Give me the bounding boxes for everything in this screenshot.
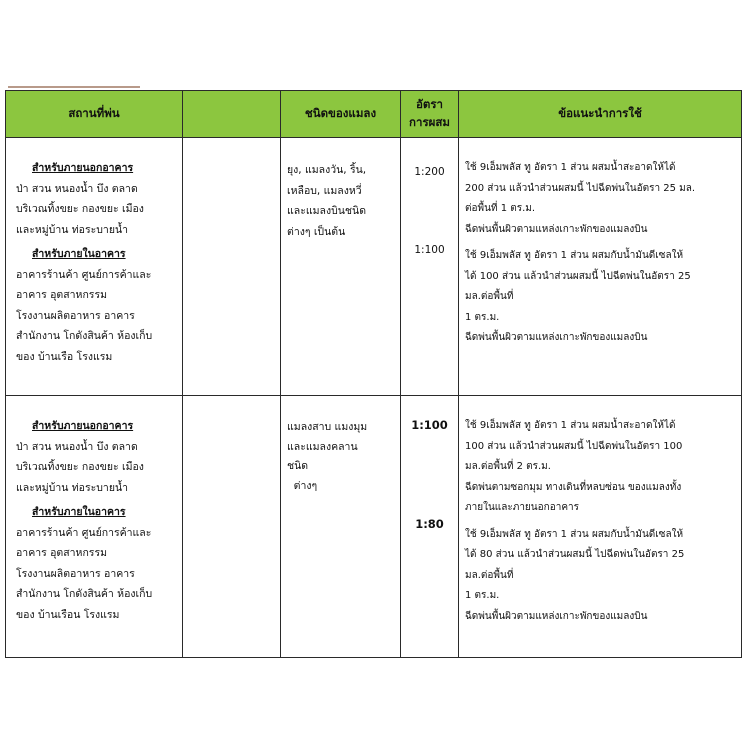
advice-line: ฉีดพ่นตามซอกมุม ทางเดินที่หลบซ่อน ของแมลงทั้ง — [465, 481, 682, 493]
advice-line: ได้ 80 ส่วน แล้วนำส่วนผสมนี้ ไปฉีดพ่นในอัตรา 25 — [465, 549, 685, 560]
advice-line: 1 ตร.ม. — [465, 311, 500, 323]
blank-cell — [183, 396, 281, 658]
location-line: และหมู่บ้าน ท่อระบายน้ำ — [16, 223, 129, 236]
location-line: อาคารร้านค้า ศูนย์การค้าและ — [16, 268, 152, 281]
outdoor-heading: สำหรับภายนอกอาคาร — [32, 162, 134, 174]
rate-cell — [401, 396, 459, 658]
advice-line: ต่อพื้นที่ 1 ตร.ม. — [465, 203, 536, 214]
advice-line: ฉีดพ่นพื้นผิวตามแหล่งเกาะพักของแมลงบิน — [465, 332, 648, 343]
pest-line: แมลงสาบ แมงมุม — [287, 421, 368, 433]
advice-cell — [459, 138, 742, 396]
rate-value: 1:80 — [415, 517, 444, 531]
header-advice: ข้อแนะนำการใช้ — [459, 91, 742, 138]
location-line: สำนักงาน โกดังสินค้า ห้องเก็บ — [16, 588, 153, 600]
indoor-heading: สำหรับภายในอาคาร — [32, 248, 126, 260]
header-rate-line2: การผสม — [409, 115, 450, 129]
blank-cell — [183, 138, 281, 396]
location-line: ป่า สวน หนองน้ำ บึง ตลาด — [16, 182, 138, 195]
advice-line: มล.ต่อพื้นที่ 2 ตร.ม. — [465, 461, 551, 472]
pest-line: ต่างๆ — [287, 479, 318, 492]
location-line: โรงงานผลิตอาหาร อาคาร — [16, 309, 135, 322]
table-row — [6, 396, 742, 658]
advice-line: มล.ต่อพื้นที่ — [465, 291, 514, 302]
header-pest-type: ชนิดของแมลง — [281, 91, 401, 138]
location-line: ของ บ้านเรือน โรงแรม — [16, 608, 120, 621]
advice-line: มล.ต่อพื้นที่ — [465, 569, 514, 581]
advice-line: ภายในและภายนอกอาคาร — [465, 502, 579, 513]
pest-line: เหลือบ, แมลงหวี่ — [287, 184, 362, 197]
location-line: บริเวณทิ้งขยะ กองขยะ เมือง — [16, 203, 144, 215]
location-line: สำนักงาน โกดังสินค้า ห้องเก็บ — [16, 330, 153, 342]
usage-table — [5, 90, 742, 658]
location-cell — [6, 396, 183, 658]
rate-value: 1:100 — [411, 418, 448, 432]
location-line: บริเวณทิ้งขยะ กองขยะ เมือง — [16, 461, 144, 473]
rate-cell — [401, 138, 459, 396]
advice-line: 100 ส่วน แล้วนำส่วนผสมนี้ ไปฉีดพ่นในอัตรา 100 — [465, 440, 683, 452]
header-rate-line1: อัตรา — [415, 97, 443, 111]
advice-line: 200 ส่วน แล้วนำส่วนผสมนี้ ไปฉีดพ่นในอัตรา 25 มล. — [465, 182, 696, 194]
location-line: โรงงานผลิตอาหาร อาคาร — [16, 567, 135, 580]
pest-cell — [281, 396, 401, 658]
indoor-heading: สำหรับภายในอาคาร — [32, 506, 126, 518]
pest-line: ชนิด — [287, 460, 309, 472]
location-cell — [6, 138, 183, 396]
pest-cell — [281, 138, 401, 396]
rate-value: 1:100 — [414, 244, 445, 256]
location-line: ป่า สวน หนองน้ำ บึง ตลาด — [16, 440, 138, 453]
advice-line: 1 ตร.ม. — [465, 590, 500, 601]
rate-value: 1:200 — [414, 166, 445, 178]
pest-line: ยุง, แมลงวัน, ริ้น, — [287, 164, 367, 176]
table-header-row — [6, 91, 742, 138]
header-location: สถานที่พ่น — [6, 91, 183, 138]
pest-line: และแมลงบินชนิด — [287, 205, 367, 217]
pest-line: และแมลงคลาน — [287, 440, 358, 453]
advice-line: ฉีดพ่นพื้นผิวตามแหล่งเกาะพักของแมลงบิน — [465, 223, 648, 235]
advice-line: ใช้ 9เอ็มพลัส ทู อัตรา 1 ส่วน ผสมกับน้ำมันดีเซลให้ — [465, 250, 684, 261]
pest-line: ต่างๆ เป็นต้น — [287, 225, 346, 238]
table-row — [6, 138, 742, 396]
location-line: อาคาร อุตสาหกรรม — [16, 289, 108, 301]
header-blank — [183, 91, 281, 138]
advice-line: ใช้ 9เอ็มพลัส ทู อัตรา 1 ส่วน ผสมน้ำสะอาดให้ได้ — [465, 420, 676, 431]
advice-line: ฉีดพ่นพื้นผิวตามแหล่งเกาะพักของแมลงบิน — [465, 610, 648, 622]
location-line: อาคาร อุตสาหกรรม — [16, 547, 108, 559]
advice-cell — [459, 396, 742, 658]
location-line: ของ บ้านเรือ โรงแรม — [16, 350, 113, 363]
advice-line: ใช้ 9เอ็มพลัส ทู อัตรา 1 ส่วน ผสมกับน้ำมันดีเซลให้ — [465, 528, 684, 540]
advice-line: ได้ 100 ส่วน แล้วนำส่วนผสมนี้ ไปฉีดพ่นในอัตรา 25 — [465, 270, 691, 282]
location-line: อาคารร้านค้า ศูนย์การค้าและ — [16, 526, 152, 539]
header-rate — [401, 91, 459, 138]
advice-line: ใช้ 9เอ็มพลัส ทู อัตรา 1 ส่วน ผสมน้ำสะอาดให้ได้ — [465, 162, 676, 173]
top-divider-line — [8, 86, 140, 88]
outdoor-heading: สำหรับภายนอกอาคาร — [32, 420, 134, 432]
location-line: และหมู่บ้าน ท่อระบายน้ำ — [16, 481, 129, 494]
